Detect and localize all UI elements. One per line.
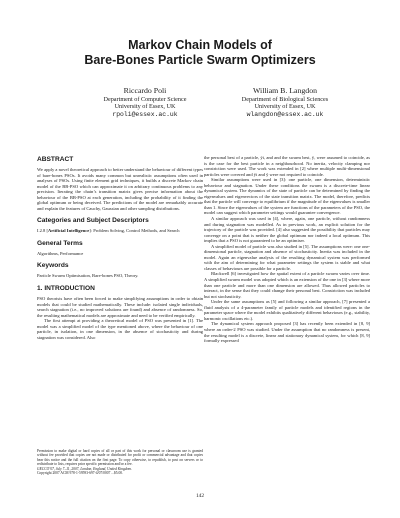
- title-line-2: Bare-Bones Particle Swarm Optimizers: [84, 53, 316, 67]
- author-univ: University of Essex, UK: [114, 103, 176, 111]
- body-paragraph: Under the same assumptions as [5] and following a similar approach, [7] presented a fluid analysis of a 4-parameter family of particle models and identified regions in the parameter space where the model exhibits qualitatively different behaviours (e.g., stability, harmonic oscillations etc.).: [204, 299, 370, 321]
- author-email: rpoli@essex.ac.uk: [112, 110, 178, 118]
- body-paragraph: A simplified model of particle was also studied in [5]. The assumptions were: one one-dimensional particle, stagnation and absence of stochasticity. Inertia was included in the model. Again an eigenvalue analysis of the resulting dynamical system was performed with the aim of determining for what parameter settings the system is stable and what classes of behaviours are possible for a particle.: [204, 243, 370, 271]
- body-paragraph: The dynamical system approach proposed [3] has recently been extended in [8, 9] where an order-2 PSO was studied. Under the assumption that no randomness is present, the resulting model is a discrete, linear and stationary dynamical system, for which [8, 9] formally expressed: [204, 321, 370, 344]
- categories-rest: ]: Problem Solving, Control Methods, and Search: [89, 228, 180, 234]
- author-dept: Department of Computer Science: [103, 95, 187, 103]
- keywords-heading: Keywords: [37, 262, 69, 270]
- footnote-permission: Permission to make digital or hard copies of all or part of this work for personal or classroom use is granted without fee provided that copies are not made or distributed for profit or commercial advantage and that copies bear this notice and the full citation on the first page. To copy otherwise, to republish, to post on servers or to redistribute to lists, requires prior specific permission and/or a fee.: [37, 449, 203, 467]
- body-paragraph: Similar assumptions were used in [3]: one particle, one dimension, deterministic behaviour and stagnation. Under these conditions the swarm is a discrete-time linear dynamical system. The dynamics of the state of particle can be determined by finding the eigenvalues and eigenvectors of the state transition matrix. The model, therefore, predicts that the particle will converge to equilibrium if the magnitude of the eigenvalues is smaller than 1. Since the eigenvalues of the system are functions of the parameters of the PSO, the model can suggest which parameter settings would guarantee convergence.: [204, 177, 370, 216]
- author-name: Riccardo Poli: [123, 86, 167, 95]
- author-block-2: [200, 86, 370, 118]
- intro-paragraph-2: The first attempt at providing a theoretical model of PSO was presented in [1]. The model was a simplified model of the type mentioned above, where the behaviour of one particle, in isolation, in one dimension, in the absence of stochasticity and during stagnation was considered. Also: [37, 318, 203, 340]
- abstract-heading: ABSTRACT: [37, 156, 74, 163]
- title-line-1: Markov Chain Models of: [128, 38, 272, 52]
- categories-heading: Categories and Subject Descriptors: [37, 217, 149, 225]
- footnote-copyright: Copyright 2007 ACM 978-1-59593-697-4/07/0007 ...$5.00.: [37, 471, 123, 476]
- body-paragraph: the personal best of a particle, ȳi, and and the swarm best, ŷ, were assumed to coincide, as is the case for the best particle in a neighbourhood. No inertia, velocity clamping nor constriction were used. The work was extended in [2] where multiple multi-dimensional particles were covered and ȳi and ŷ were not required to coincide.: [204, 155, 370, 177]
- general-terms-text: Algorithms, Performance: [37, 250, 84, 256]
- categories-name: Artificial Intelligence: [48, 228, 90, 234]
- author-dept: Department of Biological Sciences: [241, 95, 329, 103]
- introduction-heading: 1. INTRODUCTION: [37, 285, 95, 293]
- intro-paragraph-1: PSO theorists have often been forced to make simplifying assumptions in order to obtain models that could be studied mathematically. These include: isolated single individuals, search stagnation (i.e., no improved solutions are found) and absence of randomness. So, the resulting mathematical models are approximate and need to be verified empirically.: [37, 296, 203, 318]
- author-email: wlangdon@essex.ac.uk: [246, 110, 324, 118]
- right-column: [204, 155, 370, 344]
- abstract-text: We apply a novel theoretical approach to better understand the behaviour of different types of bare-bones PSOs. It avoids many common but unrealistic assumptions often used in analyses of PSOs. Using finite element grid techniques, it builds a discrete Markov chain model of the BB-PSO which can approximate it on arbitrary continuous problems to any precision. Iterating the chain’s transition matrix gives precise information about the behaviour of the BB-PSO at each generation, including the probability of it finding the global optimum or being deceived. The predictions of the model are remarkably accurate and explain the features of Cauchy, Gaussian and other sampling distributions.: [37, 167, 203, 211]
- left-column: [37, 156, 203, 340]
- paper-title: [0, 38, 400, 68]
- footnote-conference: GECCO’07, July 7–11, 2007, London, England, United Kingdom.: [37, 466, 132, 471]
- author-name: William B. Langdon: [252, 86, 317, 95]
- author-univ: University of Essex, UK: [254, 103, 316, 111]
- copyright-footnote: [37, 449, 203, 475]
- general-terms-heading: General Terms: [37, 239, 83, 247]
- body-paragraph: A similar approach was used in [4], where, again, one particle, without randomness and during stagnation was modelled. As in previous work, an explicit solution for the trajectory of the particle was provided. [4] also suggested the possibility that particles may converge on a point that is neither the global optimum nor indeed a local optimum. This implies that a PSO is not guaranteed to be an optimiser.: [204, 216, 370, 244]
- keywords-text: Particle Swarm Optimisation, Bare-bones PSO, Theory.: [37, 273, 139, 279]
- categories-text: [37, 228, 203, 234]
- page-number: 142: [195, 493, 205, 499]
- categories-code: I.2.8 [: [37, 228, 48, 234]
- body-paragraph: Blackwell [6] investigated how the spatial extent of a particle swarm varies over time. A simplified swarm model was adopted which is an extension of the one in [3] where more than one particle and more than one dimension are allowed. Thus allowed particles to interact, in the sense that they could change their personal best. Constriction was included but not stochasticity.: [204, 271, 370, 299]
